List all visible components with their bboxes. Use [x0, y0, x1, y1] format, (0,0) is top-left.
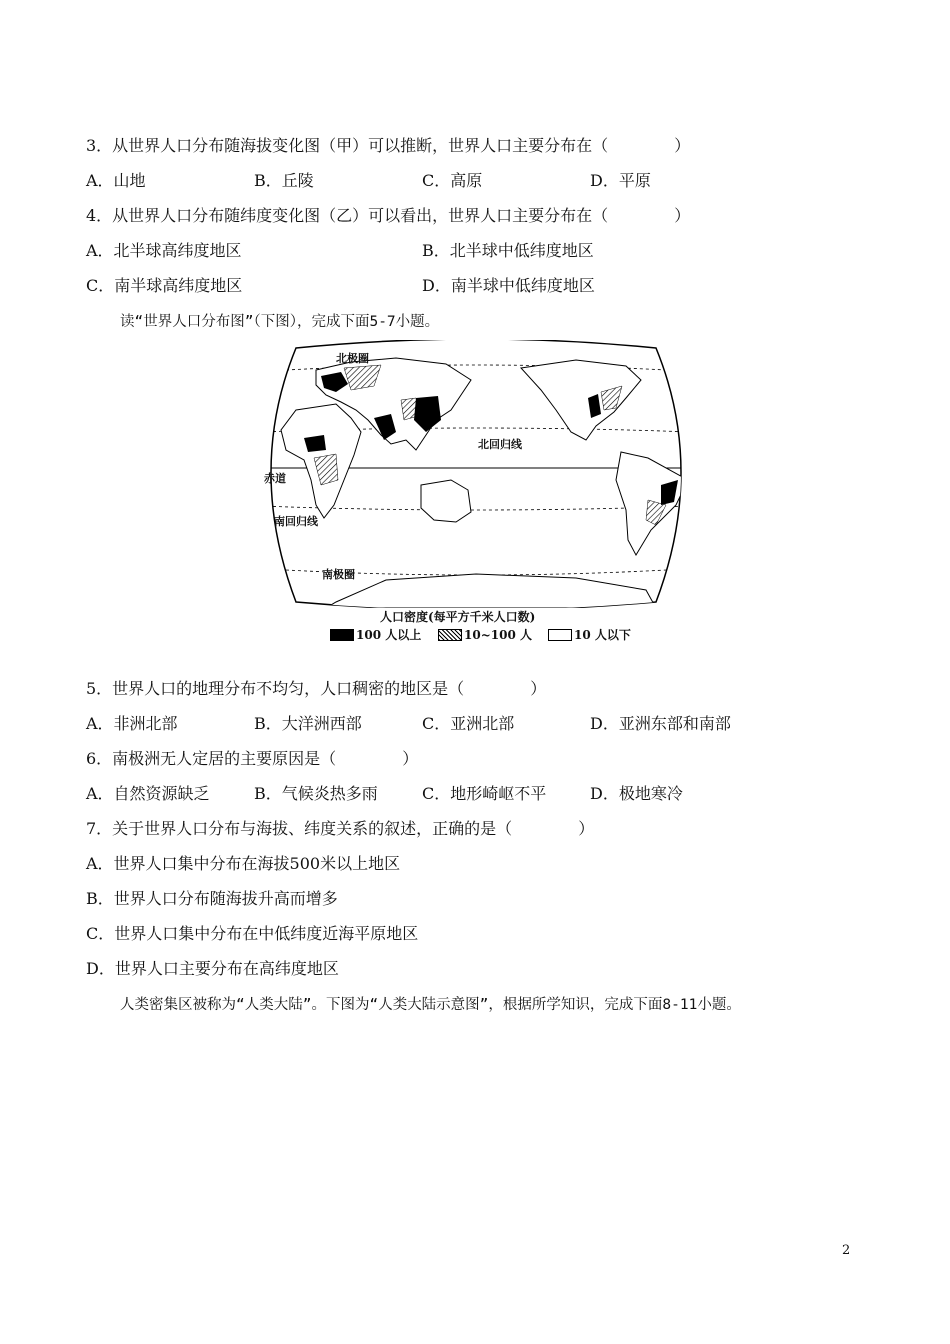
- mid-china: [401, 398, 418, 420]
- page-number: 2: [842, 1243, 851, 1258]
- q3-option-c: C．高原: [422, 171, 483, 190]
- q4-option-c: C．南半球高纬度地区: [86, 276, 243, 295]
- legend-mid: [438, 626, 532, 643]
- q4-option-d: D．南半球中低纬度地区: [422, 276, 595, 295]
- label-equator: 赤道: [264, 472, 286, 485]
- intro-questions-5-7: 读“世界人口分布图”（下图），完成下面5-7小题。: [120, 314, 440, 330]
- legend-sparse: [548, 626, 631, 643]
- q3-option-b: B．丘陵: [254, 171, 314, 190]
- q6-option-b: B．气候炎热多雨: [254, 784, 378, 803]
- legend-sparse-swatch: [548, 629, 572, 641]
- q5-option-d: D．亚洲东部和南部: [590, 714, 731, 733]
- legend-sparse-label: 10 人以下: [574, 628, 631, 642]
- label-tropic-cancer: 北回归线: [478, 438, 522, 451]
- legend-dense: [330, 626, 421, 643]
- legend-dense-swatch: [330, 629, 354, 641]
- label-arctic-circle: 北极圈: [336, 352, 369, 365]
- q6-option-c: C．地形崎岖不平: [422, 784, 547, 803]
- world-population-map: [256, 340, 696, 645]
- intro-questions-8-11: 人类密集区被称为“人类大陆”。下图为“人类大陆示意图”，根据所学知识，完成下面8-11小题。: [120, 997, 741, 1013]
- q3-option-d: D．平原: [590, 171, 651, 190]
- label-tropic-capricorn: 南回归线: [274, 515, 318, 528]
- q5-option-b: B．大洋洲西部: [254, 714, 362, 733]
- q6-option-a: A．自然资源缺乏: [86, 784, 210, 803]
- q4-option-b: B．北半球中低纬度地区: [422, 241, 594, 260]
- legend-mid-swatch: [438, 629, 462, 641]
- q3-stem: 3．从世界人口分布随海拔变化图（甲）可以推断，世界人口主要分布在（ ）: [86, 136, 691, 155]
- q4-stem: 4．从世界人口分布随纬度变化图（乙）可以看出，世界人口主要分布在（ ）: [86, 206, 691, 225]
- q3-option-a: A．山地: [86, 171, 146, 190]
- legend-mid-label: 10~100 人: [464, 628, 532, 642]
- legend-dense-label: 100 人以上: [356, 628, 422, 642]
- q7-option-d: D．世界人口主要分布在高纬度地区: [86, 959, 339, 978]
- q6-option-d: D．极地寒冷: [590, 784, 683, 803]
- legend-title: 人口密度(每平方千米人口数): [380, 610, 536, 624]
- q4-option-a: A．北半球高纬度地区: [86, 241, 242, 260]
- dense-west-africa: [304, 435, 326, 452]
- q7-stem: 7．关于世界人口分布与海拔、纬度关系的叙述，正确的是（ ）: [86, 819, 595, 838]
- q6-stem: 6．南极洲无人定居的主要原因是（ ）: [86, 749, 419, 768]
- q5-stem: 5．世界人口的地理分布不均匀，人口稠密的地区是（ ）: [86, 679, 547, 698]
- q5-option-a: A．非洲北部: [86, 714, 178, 733]
- q7-option-b: B．世界人口分布随海拔升高而增多: [86, 889, 338, 908]
- q7-option-c: C．世界人口集中分布在中低纬度近海平原地区: [86, 924, 419, 943]
- label-antarctic-circle: 南极圈: [322, 568, 355, 581]
- q5-option-c: C．亚洲北部: [422, 714, 515, 733]
- q7-option-a: A．世界人口集中分布在海拔500米以上地区: [86, 854, 401, 873]
